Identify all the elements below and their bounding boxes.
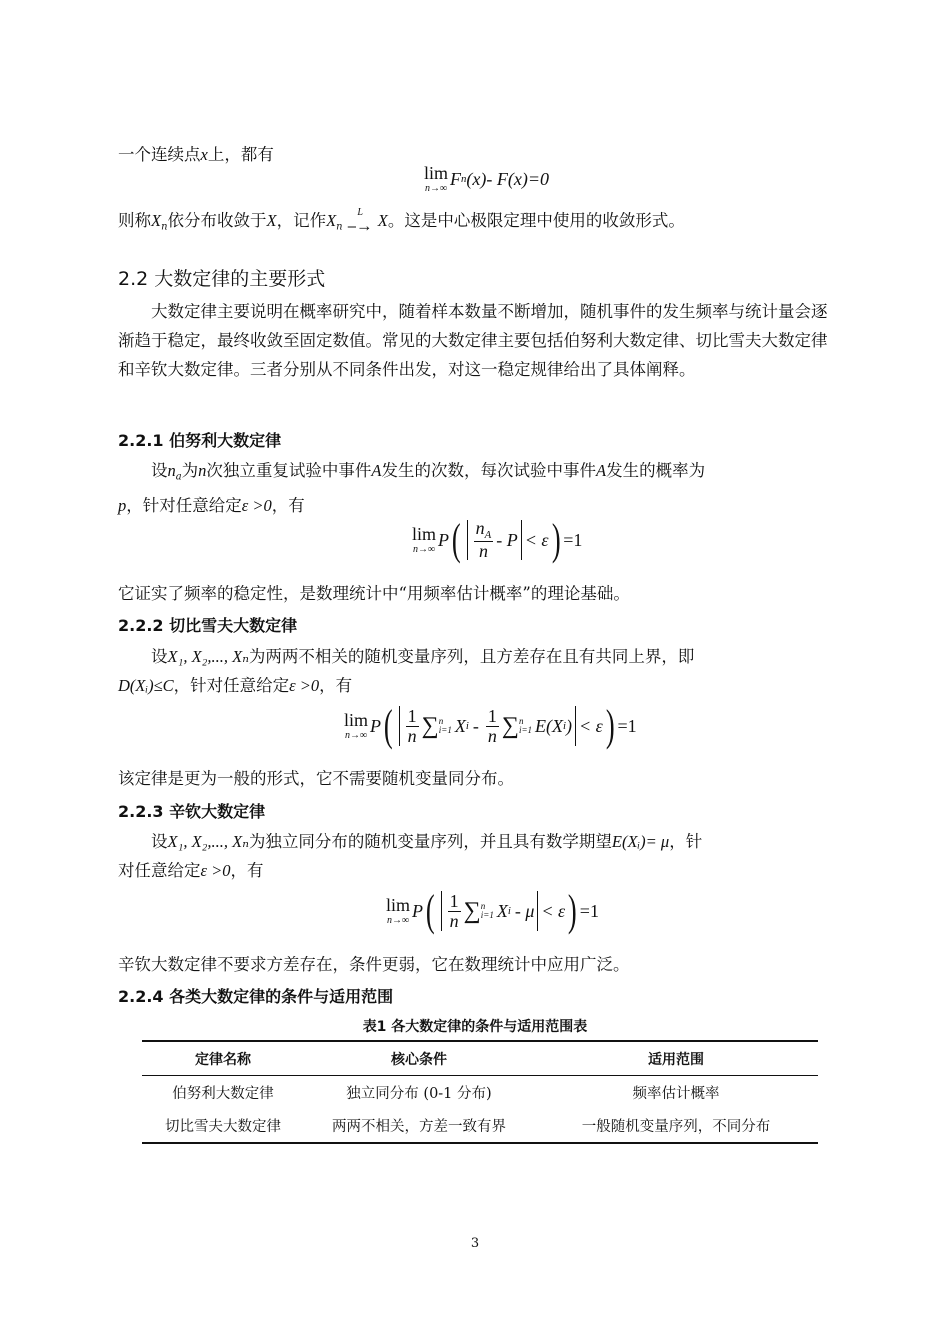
convergence-arrow: L ⎯→ [347, 207, 373, 236]
var-x: x [200, 145, 208, 164]
table-header-row [142, 1041, 818, 1076]
subsection-title-conditions: 2.2.4 各类大数定律的条件与适用范围 [118, 987, 394, 1006]
page-number: 3 [470, 1236, 480, 1251]
table-cell: 频率估计概率 [632, 1086, 720, 1102]
table-cell: 独立同分布 (0-1 分布) [346, 1086, 492, 1102]
subsection-title-khinchin: 2.2.3 辛钦大数定律 [118, 802, 266, 821]
table-cell: 切比雪夫大数定律 [142, 1109, 304, 1143]
table-cell: 一般随机变量序列，不同分布 [534, 1109, 818, 1143]
formula-chebyshev: lim n→∞ P ( $\frac{1}{n}$ ∑ n i=1 X i - $\frac{1}{n}$ ∑ n i=1 E(X i ) < ε ) =1 [344, 701, 637, 750]
section-paragraph: 大数定律主要说明在概率研究中，随着样本数量不断增加，随机事件的发生频率与统计量会逐渐趋于稳定，最终收敛至固定数值。常见的大数定律主要包括伯努利大数定律、切比雪夫大数定律和辛钦大数定律。三者分别从不同条件出发，对这一稳定规律给出了具体阐释。 [118, 302, 828, 379]
bernoulli-after: 它证实了频率的稳定性，是数理统计中“用频率估计概率”的理论基础。 [118, 584, 630, 603]
lim-operator: lim n→∞ [424, 163, 449, 194]
laws-table [142, 1040, 818, 1144]
subsection-title-chebyshev: 2.2.2 切比雪夫大数定律 [118, 616, 298, 635]
chebyshev-text: 设X₁, X₂,..., Xₙ为两两不相关的随机变量序列，且方差存在且有共同上界，即 D(Xᵢ)≤C，针对任意给定ε >0，有 [118, 647, 695, 695]
table-header: 适用范围 [534, 1041, 818, 1076]
khinchin-text: 设X₁, X₂,..., Xₙ为独立同分布的随机变量序列，并且具有数学期望E(Xᵢ)= μ，针 对任意给定ε >0，有 [118, 832, 703, 880]
intro-line-2: 则称$X_n$依分布收敛于X，记作$X_n$ L ⎯→ X。这是中心极限定理中使用的收敛形式。 [118, 207, 685, 236]
table-header: 核心条件 [304, 1041, 534, 1076]
table-cell: 伯努利大数定律 [172, 1086, 274, 1102]
bernoulli-text: 设$n_a$为n次独立重复试验中事件A发生的次数，每次试验中事件A发生的概率为 p，针对任意给定ε >0，有 [118, 461, 706, 516]
table-header: 定律名称 [142, 1041, 304, 1076]
table-row [142, 1109, 818, 1143]
section-title: 2.2 大数定律的主要形式 [118, 268, 326, 290]
formula-weak-convergence: lim n→∞ F n (x)- F(x)=0 [424, 163, 550, 194]
intro-tail: 上，都有 [207, 145, 274, 164]
chebyshev-after: 该定律是更为一般的形式，它不需要随机变量同分布。 [118, 769, 514, 788]
formula-bernoulli: lim n→∞ P ( $\frac{n_A}{n}$ - P < ε ) =1 [412, 515, 583, 564]
table-caption: 表1 各大数定律的条件与适用范围表 [362, 1019, 588, 1035]
subsection-title-bernoulli: 2.2.1 伯努利大数定律 [118, 431, 282, 450]
table-cell: 两两不相关，方差一致有界 [304, 1109, 534, 1143]
intro-text: 一个连续点 [118, 145, 201, 164]
formula-khinchin: lim n→∞ P ( $\frac{1}{n}$ ∑ n i=1 X i - μ < ε ) =1 [386, 886, 599, 935]
khinchin-after: 辛钦大数定律不要求方差存在，条件更弱，它在数理统计中应用广泛。 [118, 955, 630, 974]
table-row [142, 1076, 818, 1110]
